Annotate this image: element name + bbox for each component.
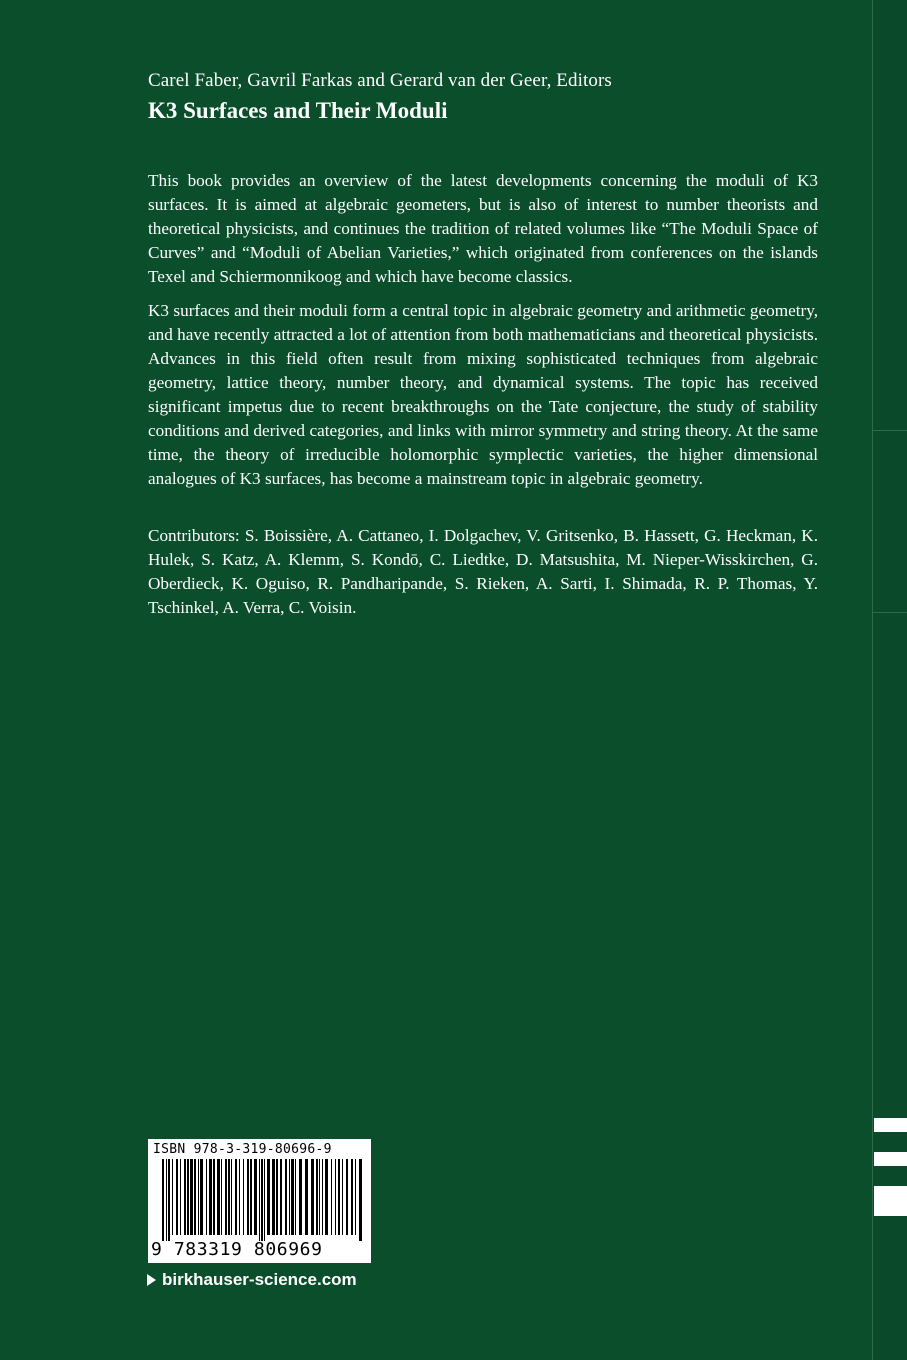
barcode-bar [335, 1159, 336, 1235]
barcode-bar [325, 1159, 328, 1235]
description-paragraph: K3 surfaces and their moduli form a central topic in algebraic geometry and arithmetic geometry, and have recently attracted a lot of attention from both mathematicians and theoretical physicists. Advances in this field often result from mixing sophisticated techniques from algebraic geometry, lattice theory, number theory, and dynamical systems. The topic has received significant impetus due to recent breakthroughs on the Tate conjecture, the study of stability conditions and derived categories, and links with mirror symmetry and string theory. At the same time, the theory of irreducible holomorphic symplectic varieties, the higher dimensional analogues of K3 surfaces, has become a mainstream topic in algebraic geometry. [148, 301, 818, 488]
barcode-bars [162, 1159, 362, 1241]
barcode-bar [259, 1159, 260, 1241]
isbn-barcode [148, 1139, 371, 1263]
spine-divider [872, 612, 907, 613]
barcode-bar [299, 1159, 302, 1235]
ean-digits: 9 783319 806969 [151, 1239, 323, 1260]
contributors-paragraph: Contributors: S. Boissière, A. Cattaneo, I. Dolgachev, V. Gritsenko, B. Hassett, G. Heckman, K. Hulek, S. Katz, A. Klemm, S. Kondō, C. Liedtke, D. Matsushita, M. Nieper-Wisskirchen, G. Oberdieck, K. Oguiso, R. Pandharipande, S. Rieken, A. Sarti, I. Shimada, R. P. Thomas, Y. Tschinkel, A. Verra, C. Voisin. [148, 526, 818, 617]
spine-marker [874, 1118, 907, 1132]
barcode-bar [225, 1159, 227, 1235]
isbn-label: ISBN 978-3-319-80696-9 [153, 1142, 332, 1157]
barcode-bar [264, 1159, 265, 1241]
spine-divider [872, 430, 907, 431]
publisher-url: birkhauser-science.com [162, 1270, 357, 1289]
barcode-bar [168, 1159, 170, 1241]
barcode-bar [338, 1159, 340, 1235]
barcode-bar [276, 1159, 278, 1235]
barcode-bar [261, 1159, 263, 1241]
barcode-bar [187, 1159, 189, 1235]
barcode-bar [180, 1159, 181, 1235]
barcode-bar [213, 1159, 215, 1235]
barcode-bar [200, 1159, 203, 1235]
spine-marker [874, 1152, 907, 1166]
barcode-bar [285, 1159, 287, 1235]
editors-line: Carel Faber, Gavril Farkas and Gerard van der Geer, Editors [148, 70, 612, 91]
barcode-bar [305, 1159, 308, 1235]
publisher-link[interactable] [147, 1270, 357, 1290]
barcode-bar [198, 1159, 199, 1235]
barcode-bar [235, 1159, 237, 1235]
barcode-bar [228, 1159, 230, 1235]
barcode-bar [176, 1159, 178, 1235]
barcode-bar [295, 1159, 296, 1235]
barcode-bar [190, 1159, 193, 1235]
barcode-bar [280, 1159, 282, 1235]
barcode-bar [231, 1159, 232, 1235]
barcode-bar [221, 1159, 222, 1235]
barcode-bar [291, 1159, 294, 1235]
barcode-bar [359, 1159, 362, 1241]
barcode-bar [166, 1159, 167, 1241]
barcode-bar [267, 1159, 270, 1235]
barcode-bar [217, 1159, 220, 1235]
barcode-bar [342, 1159, 343, 1235]
barcode-bar [289, 1159, 290, 1235]
barcode-bar [172, 1159, 173, 1235]
spine-marker [874, 1186, 907, 1216]
barcode-bar [319, 1159, 320, 1235]
barcode-bar [243, 1159, 244, 1235]
book-title: K3 Surfaces and Their Moduli [148, 98, 448, 123]
barcode-bar [322, 1159, 323, 1235]
barcode-bar [272, 1159, 275, 1235]
barcode-bar [346, 1159, 348, 1235]
arrow-right-icon [147, 1274, 156, 1286]
barcode-bar [184, 1159, 186, 1235]
barcode-bar [247, 1159, 249, 1235]
barcode-bar [355, 1159, 356, 1235]
barcode-bar [351, 1159, 353, 1235]
barcode-bar [311, 1159, 314, 1235]
barcode-bar [162, 1159, 164, 1241]
barcode-bar [239, 1159, 240, 1235]
barcode-bar [331, 1159, 332, 1235]
description-paragraph: This book provides an overview of the latest developments concerning the moduli of K3 surfaces. It is aimed at algebraic geometers, but is also of interest to number theorists and theoretical physicists, and continues the tradition of related volumes like “The Moduli Space of Curves” and “Moduli of Abelian Varieties,” which originated from conferences on the islands Texel and Schiermonnikoog and which have become classics. [148, 171, 818, 286]
barcode-bar [316, 1159, 318, 1235]
barcode-bar [194, 1159, 196, 1235]
barcode-bar [254, 1159, 257, 1235]
barcode-bar [206, 1159, 207, 1235]
barcode-bar [250, 1159, 252, 1235]
barcode-bar [209, 1159, 212, 1235]
